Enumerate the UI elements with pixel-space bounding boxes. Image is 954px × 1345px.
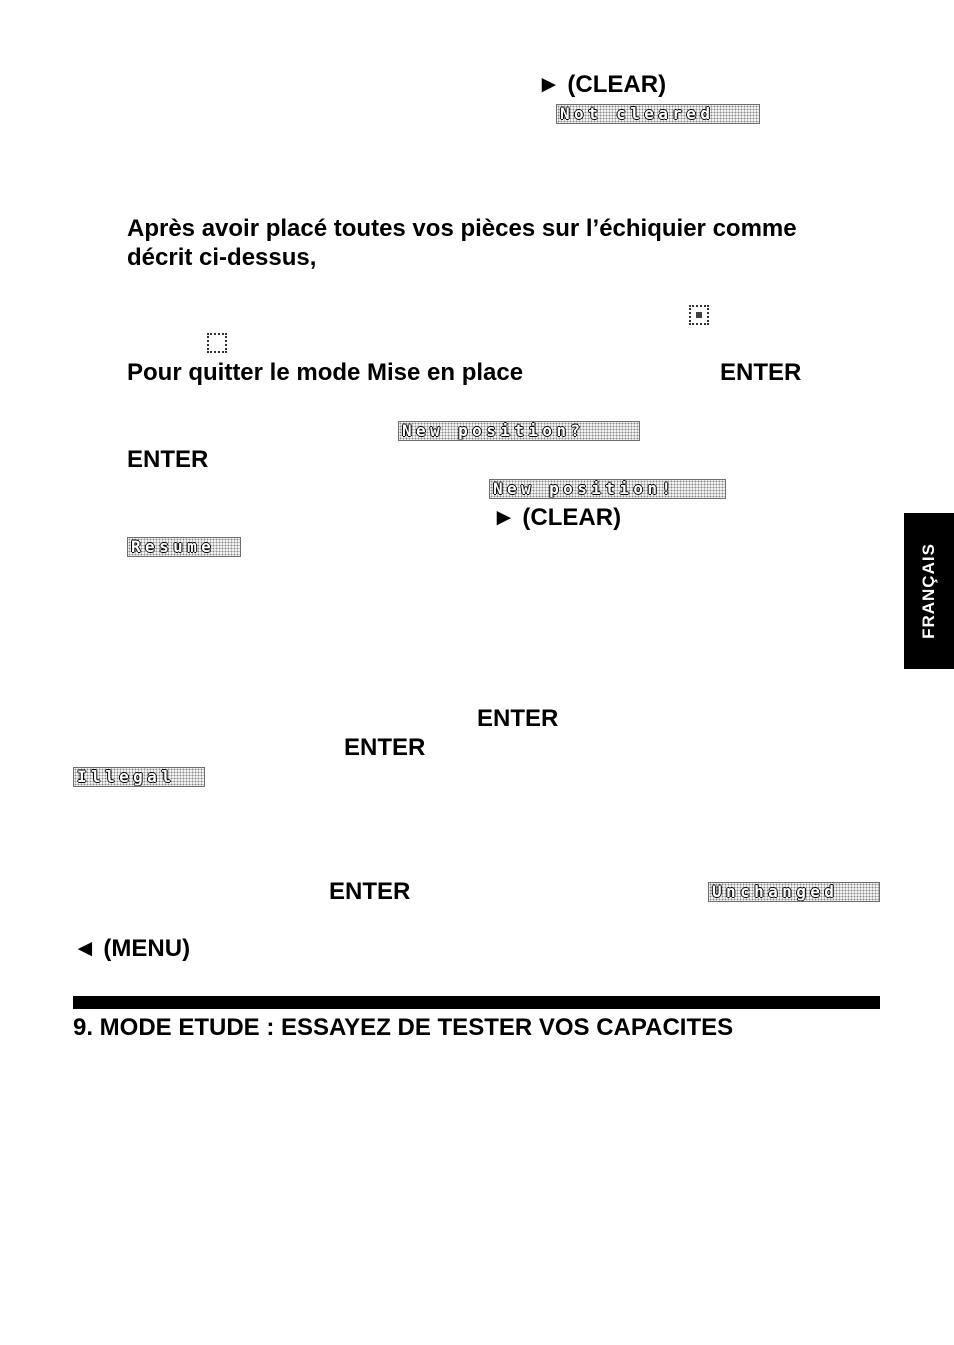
lcd-resume: Resume [127,537,241,557]
lcd-new-position-question: New position? [398,421,640,441]
enter-key-label: ENTER [477,705,559,732]
language-tab [904,513,954,669]
enter-key-label: ENTER [127,446,209,473]
lcd-illegal: Illegal [73,767,205,787]
enter-key-label: ENTER [344,734,426,761]
intro-paragraph: Après avoir placé toutes vos pièces sur l’échiquier comme décrit ci-dessus, [127,215,797,271]
occupied-square-icon [689,305,709,325]
lcd-unchanged: Unchanged [708,882,880,902]
lcd-not-cleared: Not cleared [556,104,760,124]
section-heading: 9. MODE ETUDE : ESSAYEZ DE TESTER VOS CAPACITES [73,1014,734,1041]
lcd-new-position-confirm: New position! [489,479,726,499]
clear-key-label: ► (CLEAR) [537,71,667,98]
language-tab-label: FRANÇAIS [919,543,938,639]
menu-key-label: ◄ (MENU) [73,935,191,962]
enter-key-label: ENTER [329,878,411,905]
clear-key-label: ► (CLEAR) [492,504,622,531]
section-divider [73,996,880,1009]
empty-square-icon [207,333,227,353]
enter-key-label: ENTER [720,359,802,386]
quit-setup-text: Pour quitter le mode Mise en place [127,359,524,386]
